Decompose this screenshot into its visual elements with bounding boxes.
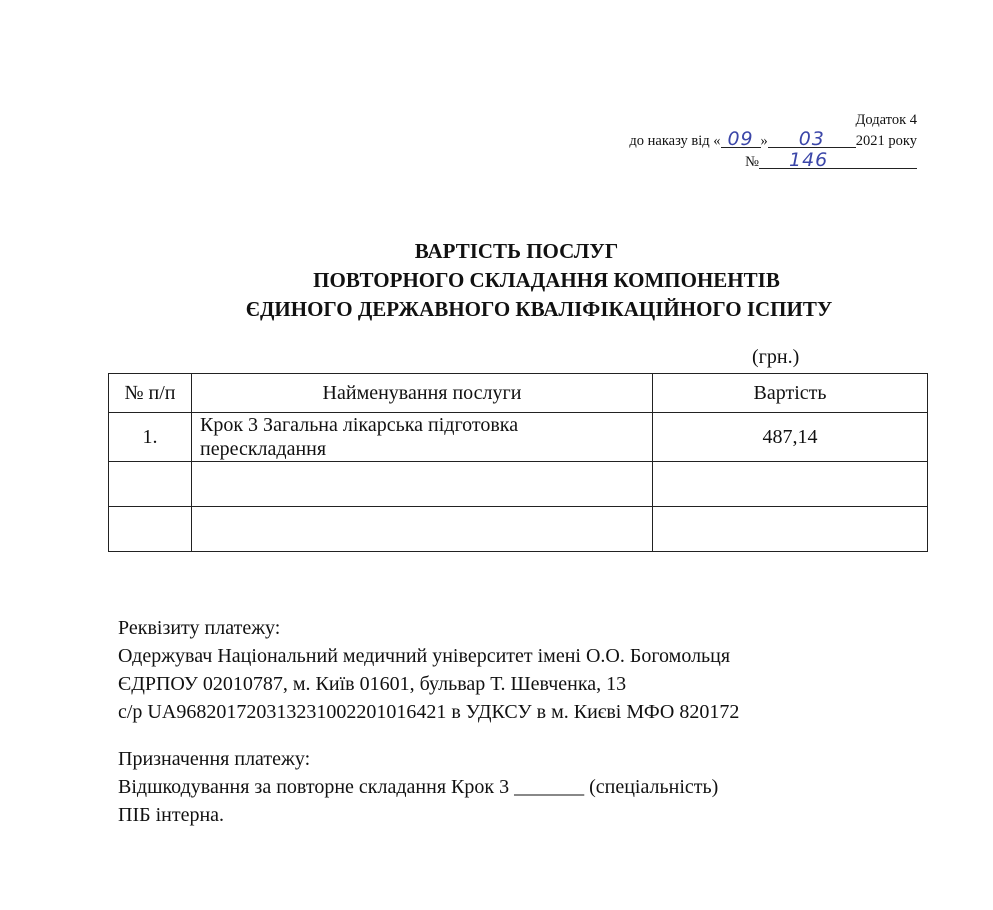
currency-unit: (грн.) — [752, 346, 800, 368]
purpose-label: Призначення платежу: — [118, 748, 311, 770]
table-header-row — [109, 374, 928, 413]
order-day: 09 — [721, 131, 761, 148]
row-service-name — [192, 462, 653, 507]
annex-order-line — [629, 128, 917, 152]
recipient-line: Одержувач Національний медичний університет імені О.О. Богомольця — [118, 645, 731, 667]
row-service-name: Крок 3 Загальна лікарська підготовка перескладання — [192, 413, 653, 462]
order-year: 2021 року — [855, 133, 917, 149]
table-row — [109, 507, 928, 552]
title-line-1: ВАРТІСТЬ ПОСЛУГ — [414, 239, 619, 263]
order-month: 03 — [768, 131, 856, 148]
title-line-2: ПОВТОРНОГО СКЛАДАННЯ КОМПОНЕНТІВ — [313, 268, 780, 292]
intern-name-line: ПІБ інтерна. — [118, 804, 225, 826]
header-service-name: Найменування послуги — [192, 374, 653, 413]
table-row — [109, 413, 928, 462]
annex-number-line — [629, 149, 917, 173]
table-row — [109, 462, 928, 507]
order-prefix: до наказу від « — [629, 133, 721, 149]
row-cost: 487,14 — [653, 413, 928, 462]
row-service-name — [192, 507, 653, 552]
title-line-3: ЄДИНОГО ДЕРЖАВНОГО КВАЛІФІКАЦІЙНОГО ІСПИТУ — [245, 297, 833, 321]
row-cost — [653, 462, 928, 507]
payment-purpose — [118, 745, 718, 829]
row-cost — [653, 507, 928, 552]
purpose-line: Відшкодування за повторне складання Крок 3 _______ (спеціальність) — [118, 776, 719, 798]
annex-title: Додаток 4 — [855, 112, 917, 128]
account-line: с/р UA968201720313231002201016421 в УДКСУ в м. Києві МФО 820172 — [118, 701, 740, 723]
header-cost: Вартість — [653, 374, 928, 413]
row-number — [109, 462, 192, 507]
order-date-separator: » — [760, 133, 768, 149]
row-number: 1. — [109, 413, 192, 462]
services-table — [108, 373, 928, 552]
payment-requisites — [118, 614, 739, 726]
edrpou-address-line: ЄДРПОУ 02010787, м. Київ 01601, бульвар Т. Шевченка, 13 — [118, 673, 627, 695]
order-number: 146 — [759, 152, 917, 169]
order-number-label: № — [745, 154, 759, 170]
requisites-label: Реквізиту платежу: — [118, 617, 281, 639]
header-number: № п/п — [109, 374, 192, 413]
annex-block — [629, 110, 917, 173]
row-number — [109, 507, 192, 552]
document-title — [0, 237, 993, 324]
